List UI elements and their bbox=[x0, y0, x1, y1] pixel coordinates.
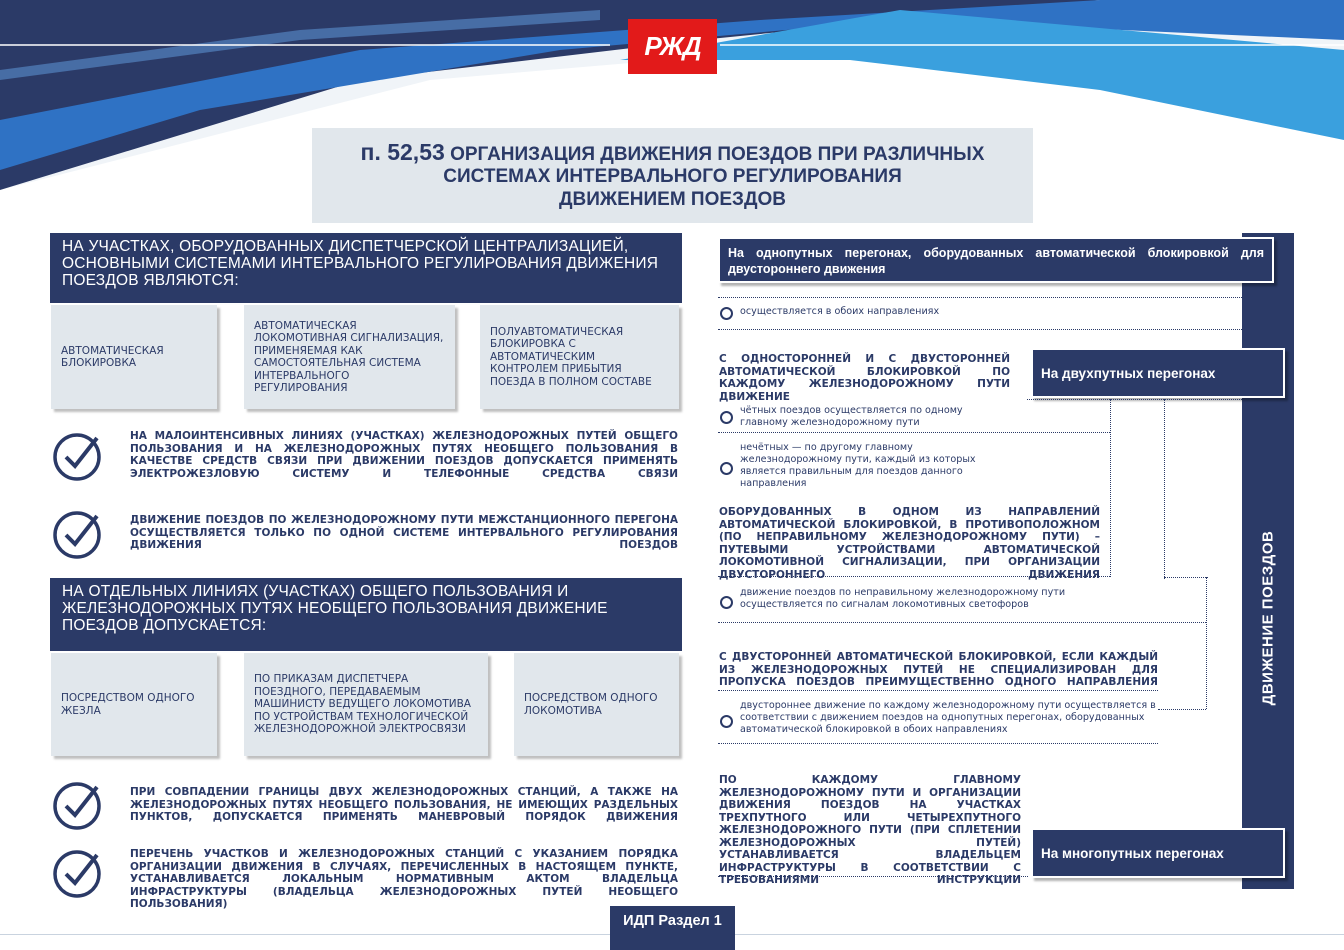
section1-header: НА УЧАСТКАХ, ОБОРУДОВАННЫХ ДИСПЕТЧЕРСКОЙ ЦЕНТРАЛИЗАЦИЕЙ, ОСНОВНЫМИ СИСТЕМАМИ ИНТЕРВАЛЬНОГО РЕГУЛИРОВАНИЯ ДВИЖЕНИЯ ПОЕЗДОВ ЯВЛЯЮТСЯ: bbox=[50, 233, 682, 303]
section2-note-1: ПРИ СОВПАДЕНИИ ГРАНИЦЫ ДВУХ ЖЕЛЕЗНОДОРОЖНЫХ СТАНЦИЙ, А ТАКЖЕ НА ЖЕЛЕЗНОДОРОЖНЫХ ПУТЯХ НЕОБЩЕГО ПОЛЬЗОВАНИЯ, НЕ ИМЕЮЩИХ РАЗДЕЛЬНЫХ ПУНКТОВ, ДОПУСКАЕТСЯ ПРИМЕНЯТЬ МАНЕВРОВЫЙ ПОРЯДОК ДВИЖЕНИЯ bbox=[130, 786, 678, 823]
divider bbox=[1027, 399, 1242, 400]
title-box bbox=[312, 128, 1033, 223]
connector bbox=[1164, 399, 1165, 579]
double-track-item-2: нечётных — по другому главному железнодорожному пути, каждый из которых является правильным для поездов данного направления bbox=[740, 442, 976, 489]
section1-box-2-text: АВТОМАТИЧЕСКАЯ ЛОКОМОТИВНАЯ СИГНАЛИЗАЦИЯ, ПРИМЕНЯЕМАЯ КАК САМОСТОЯТЕЛЬНАЯ СИСТЕМА ИНТЕРВАЛЬНОГО РЕГУЛИРОВАНИЯ bbox=[254, 319, 444, 394]
double-track-cond-1: С ОДНОСТОРОННЕЙ И С ДВУСТОРОННЕЙ АВТОМАТИЧЕСКОЙ БЛОКИРОВКОЙ ПО КАЖДОМУ ЖЕЛЕЗНОДОРОЖНОМУ ПУТИ ДВИЖЕНИЕ bbox=[719, 353, 1010, 403]
single-track-item: осуществляется в обоих направлениях bbox=[740, 306, 940, 317]
section1-box-1-text: АВТОМАТИЧЕСКАЯ БЛОКИРОВКА bbox=[61, 344, 164, 369]
circle-bullet-icon bbox=[720, 596, 733, 609]
footer-label: ИДП Раздел 1 bbox=[610, 906, 735, 950]
divider bbox=[718, 432, 1110, 433]
circle-bullet-icon bbox=[720, 411, 733, 424]
section1-box-3 bbox=[480, 305, 679, 409]
check-icon bbox=[52, 430, 104, 482]
divider bbox=[718, 743, 1158, 744]
connector bbox=[1206, 577, 1207, 709]
check-icon bbox=[52, 847, 104, 899]
section1-note-2: ДВИЖЕНИЕ ПОЕЗДОВ ПО ЖЕЛЕЗНОДОРОЖНОМУ ПУТИ МЕЖСТАНЦИОННОГО ПЕРЕГОНА ОСУЩЕСТВЛЯЕТСЯ ТОЛЬКО ПО ОДНОЙ СИСТЕМЕ ИНТЕРВАЛЬНОГО РЕГУЛИРОВАНИЯ ДВИЖЕНИЯ ПОЕЗДОВ bbox=[130, 514, 678, 551]
title-line3: ДВИЖЕНИЕМ ПОЕЗДОВ bbox=[559, 189, 786, 210]
section1-box-3-text: ПОЛУАВТОМАТИЧЕСКАЯ БЛОКИРОВКА С АВТОМАТИЧЕСКИМ КОНТРОЛЕМ ПРИБЫТИЯ ПОЕЗДА В ПОЛНОМ СОСТАВЕ bbox=[490, 325, 652, 388]
divider bbox=[718, 297, 1242, 298]
section2-box-3-text: ПОСРЕДСТВОМ ОДНОГО ЛОКОМОТИВА bbox=[524, 692, 658, 717]
divider bbox=[718, 576, 1110, 577]
double-track-item-1: чётных поездов осуществляется по одному главному железнодорожному пути bbox=[740, 405, 963, 428]
circle-bullet-icon bbox=[720, 462, 733, 475]
divider bbox=[718, 622, 1206, 623]
double-track-cond-3: С ДВУСТОРОННЕЙ АВТОМАТИЧЕСКОЙ БЛОКИРОВКОЙ, ЕСЛИ КАЖДЫЙ ИЗ ЖЕЛЕЗНОДОРОЖНЫХ ПУТЕЙ НЕ СПЕЦИАЛИЗИРОВАН ДЛЯ ПРОПУСКА ПОЕЗДОВ ПРЕИМУЩЕСТВЕННО ОДНОГО НАПРАВЛЕНИЯ bbox=[719, 651, 1158, 688]
divider bbox=[718, 690, 1158, 691]
circle-bullet-icon bbox=[720, 307, 733, 320]
section2-box-3 bbox=[514, 653, 679, 756]
logo-text: РЖД bbox=[644, 31, 701, 61]
connector bbox=[1110, 399, 1111, 577]
double-track-header: На двухпутных перегонах bbox=[1031, 348, 1285, 398]
section1-box-2 bbox=[244, 305, 455, 409]
divider bbox=[1164, 577, 1208, 578]
section2-box-2-text: ПО ПРИКАЗАМ ДИСПЕТЧЕРА ПОЕЗДНОГО, ПЕРЕДАВАЕМЫМ МАШИНИСТУ ВЕДУЩЕГО ЛОКОМОТИВА ПО УСТРОЙСТВАМ ТЕХНОЛОГИЧЕСКОЙ ЖЕЛЕЗНОДОРОЖНОЙ ЭЛЕКТРОСВЯЗИ bbox=[254, 673, 471, 736]
divider bbox=[718, 876, 1028, 877]
check-icon bbox=[52, 779, 104, 831]
title-line2: СИСТЕМАХ ИНТЕРВАЛЬНОГО РЕГУЛИРОВАНИЯ bbox=[443, 166, 902, 187]
section1-box-1 bbox=[51, 305, 217, 409]
double-track-cond-2: ОБОРУДОВАННЫХ В ОДНОМ ИЗ НАПРАВЛЕНИЙ АВТОМАТИЧЕСКОЙ БЛОКИРОВКОЙ, В ПРОТИВОПОЛОЖНОМ (ПО НЕПРАВИЛЬНОМУ ЖЕЛЕЗНОДОРОЖНОМУ ПУТИ) – ПУТЕВЫМИ УСТРОЙСТВАМИ АВТОМАТИЧЕСКОЙ ЛОКОМОТИВНОЙ СИГНАЛИЗАЦИИ, ПРИ ОРГАНИЗАЦИИ ДВУСТОРОННЕГО ДВИЖЕНИЯ bbox=[719, 506, 1100, 581]
check-icon bbox=[52, 508, 104, 560]
section2-header: НА ОТДЕЛЬНЫХ ЛИНИЯХ (УЧАСТКАХ) ОБЩЕГО ПОЛЬЗОВАНИЯ И ЖЕЛЕЗНОДОРОЖНЫХ ПУТЯХ НЕОБЩЕГО ПОЛЬЗОВАНИЯ ДВИЖЕНИЕ ПОЕЗДОВ ДОПУСКАЕТСЯ: bbox=[50, 578, 682, 651]
section2-box-1 bbox=[51, 653, 217, 756]
rzd-logo bbox=[628, 19, 717, 74]
multi-track-header: На многопутных перегонах bbox=[1031, 828, 1285, 878]
double-track-item-4: двустороннее движение по каждому железнодорожному пути осуществляется в соответствии с движением поездов на однопутных перегонах, оборудованных автоматической блокировкой в обоих направлениях bbox=[740, 700, 1156, 735]
divider bbox=[718, 329, 1242, 330]
section2-box-1-text: ПОСРЕДСТВОМ ОДНОГО ЖЕЗЛА bbox=[61, 692, 195, 717]
section2-box-2 bbox=[244, 653, 488, 756]
circle-bullet-icon bbox=[720, 715, 733, 728]
single-track-header: На однопутных перегонах, оборудованных автоматической блокировкой для двустороннего движения bbox=[718, 237, 1274, 283]
section1-note-1: НА МАЛОИНТЕНСИВНЫХ ЛИНИЯХ (УЧАСТКАХ) ЖЕЛЕЗНОДОРОЖНЫХ ПУТЕЙ ОБЩЕГО ПОЛЬЗОВАНИЯ И НА ЖЕЛЕЗНОДОРОЖНЫХ ПУТЯХ НЕОБЩЕГО ПОЛЬЗОВАНИЯ В КАЧЕСТВЕ СРЕДСТВ СВЯЗИ ПРИ ДВИЖЕНИИ ПОЕЗДОВ ДОПУСКАЕТСЯ ПРИМЕНЯТЬ ЭЛЕКТРОЖЕЗЛОВУЮ СИСТЕМУ И ТЕЛЕФОННЫЕ СРЕДСТВА СВЯЗИ bbox=[130, 430, 678, 480]
divider bbox=[1158, 709, 1206, 710]
vertical-label: ДВИЖЕНИЕ ПОЕЗДОВ bbox=[1259, 530, 1277, 706]
double-track-item-3: движение поездов по неправильному железнодорожному пути осуществляется по сигналам локомотивных светофоров bbox=[740, 587, 1066, 610]
title-line1: ОРГАНИЗАЦИЯ ДВИЖЕНИЯ ПОЕЗДОВ ПРИ РАЗЛИЧНЫХ bbox=[450, 144, 985, 165]
section2-note-2: ПЕРЕЧЕНЬ УЧАСТКОВ И ЖЕЛЕЗНОДОРОЖНЫХ СТАНЦИЙ С УКАЗАНИЕМ ПОРЯДКА ОРГАНИЗАЦИИ ДВИЖЕНИЯ В СЛУЧАЯХ, ПЕРЕЧИСЛЕННЫХ В НАСТОЯЩЕМ ПУНКТЕ, УСТАНАВЛИВАЕТСЯ ЛОКАЛЬНЫМ НОРМАТИВНЫМ АКТОМ ВЛАДЕЛЬЦА ИНФРАСТРУКТУРЫ (ВЛАДЕЛЬЦА ЖЕЛЕЗНОДОРОЖНЫХ ПУТЕЙ НЕОБЩЕГО ПОЛЬЗОВАНИЯ) bbox=[130, 848, 678, 910]
multi-track-cond: ПО КАЖДОМУ ГЛАВНОМУ ЖЕЛЕЗНОДОРОЖНОМУ ПУТИ И ОРГАНИЗАЦИИ ДВИЖЕНИЯ ПОЕЗДОВ НА УЧАСТКАХ ТРЕХПУТНОГО ИЛИ ЧЕТЫРЕХПУТНОГО ЖЕЛЕЗНОДОРОЖНОГО ПУТИ (ПРИ СПЛЕТЕНИИ ЖЕЛЕЗНОДОРОЖНЫХ ПУТЕЙ) УСТАНАВЛИВАЕТСЯ ВЛАДЕЛЬЦЕМ ИНФРАСТРУКТУРЫ В СООТВЕТСТВИИ С ТРЕБОВАНИЯМИ ИНСТРУКЦИИ bbox=[719, 774, 1021, 886]
title-number: п. 52,53 bbox=[360, 139, 445, 165]
